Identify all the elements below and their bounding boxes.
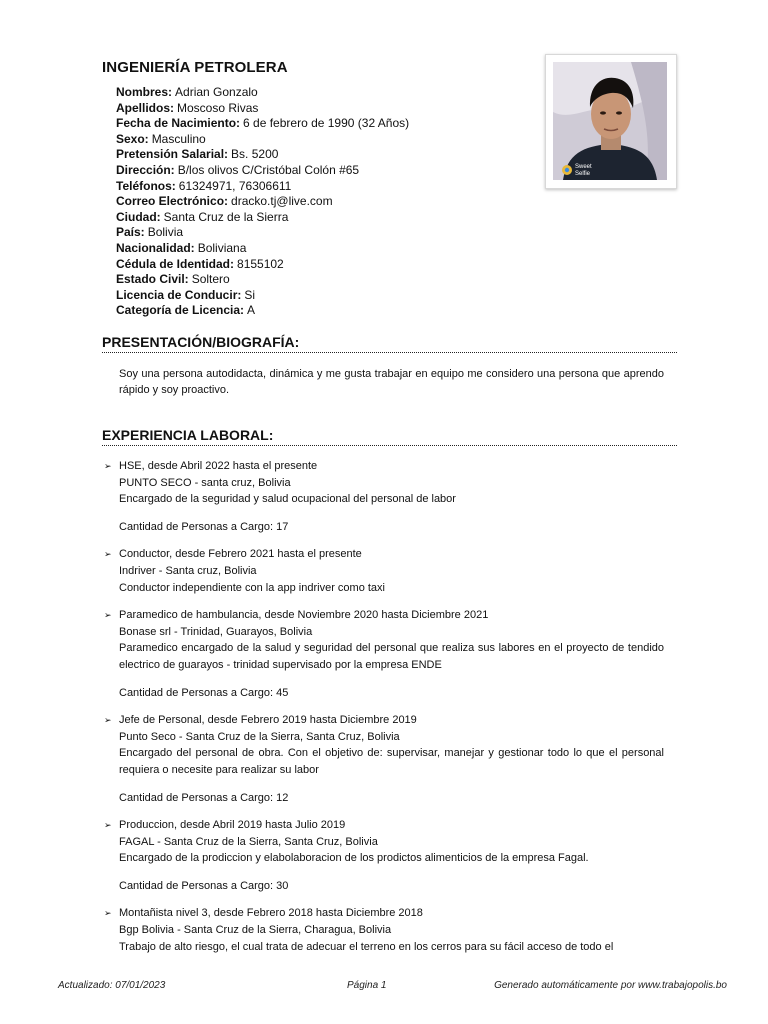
profile-photo — [553, 62, 667, 180]
experience-heading: EXPERIENCIA LABORAL: — [102, 427, 677, 446]
personal-info-row — [116, 147, 409, 163]
personal-info-label: Pretensión Salarial: — [116, 147, 229, 162]
job-company: Bonase srl - Trinidad, Guarayos, Bolivia — [119, 625, 313, 638]
personal-info — [116, 85, 409, 319]
footer-page: Página 1 — [347, 980, 387, 991]
personal-info-label: Categoría de Licencia: — [116, 303, 245, 318]
job-description: Encargado de la seguridad y salud ocupacional del personal de labor — [119, 493, 456, 506]
personal-info-value: Santa Cruz de la Sierra — [163, 209, 289, 224]
bullet-arrow-icon: ➢ — [104, 610, 112, 621]
personal-info-row — [116, 272, 409, 288]
job-company: Bgp Bolivia - Santa Cruz de la Sierra, Charagua, Bolivia — [119, 924, 392, 937]
footer-generated: Generado automáticamente por www.trabajopolis.bo — [494, 980, 727, 991]
job-title: Produccion, desde Abril 2019 hasta Julio 2019 — [119, 819, 346, 832]
profile-photo-frame — [545, 54, 677, 189]
job-title: Paramedico de hambulancia, desde Noviembre 2020 hasta Diciembre 2021 — [119, 609, 489, 622]
personal-info-label: Ciudad: — [116, 209, 161, 224]
bullet-arrow-icon: ➢ — [104, 820, 112, 831]
watermark-line-2: Selfie — [575, 171, 591, 177]
job-company: Indriver - Santa cruz, Bolivia — [119, 564, 257, 577]
job-title: Montañista nivel 3, desde Febrero 2018 hasta Diciembre 2018 — [119, 907, 423, 920]
personal-info-value: 8155102 — [237, 256, 284, 271]
experience-item — [104, 817, 664, 905]
experience-item — [104, 458, 664, 546]
personal-info-value: Bs. 5200 — [231, 147, 279, 162]
personal-info-value: Moscoso Rivas — [177, 100, 259, 115]
personal-info-label: Licencia de Conducir: — [116, 287, 242, 302]
job-description: Paramedico encargado de la salud y seguridad del personal que realiza sus labores en el proyecto de tendido electrico de guarayos - trinidad supervisado por la empresa ENDE — [119, 642, 664, 671]
job-people-count: Cantidad de Personas a Cargo: 12 — [119, 791, 289, 804]
personal-info-label: Fecha de Nacimiento: — [116, 116, 241, 131]
personal-info-value: Adrian Gonzalo — [175, 85, 258, 99]
personal-info-row — [116, 116, 409, 132]
personal-info-label: Nombres: — [116, 85, 173, 99]
job-company: Punto Seco - Santa Cruz de la Sierra, Santa Cruz, Bolivia — [119, 730, 400, 743]
personal-info-row — [116, 163, 409, 179]
personal-info-label: Dirección: — [116, 162, 175, 177]
personal-info-value: A — [247, 303, 256, 318]
experience-item — [104, 546, 664, 607]
personal-info-row — [116, 210, 409, 226]
job-description: Trabajo de alto riesgo, el cual trata de adecuar el terreno en los cerros para su fácil acceso de todo el — [119, 940, 614, 953]
job-title: HSE, desde Abril 2022 hasta el presente — [119, 460, 318, 472]
presentation-text: Soy una persona autodidacta, dinámica y me gusta trabajar en equipo me considero una persona que aprendo rápido y soy proactivo. — [119, 368, 664, 396]
personal-info-label: Nacionalidad: — [116, 240, 195, 255]
personal-info-value: dracko.tj@live.com — [231, 194, 333, 209]
personal-info-label: Correo Electrónico: — [116, 194, 229, 209]
footer-updated: Actualizado: 07/01/2023 — [58, 980, 166, 991]
personal-info-row — [116, 225, 409, 241]
page-title: INGENIERÍA PETROLERA — [102, 59, 288, 76]
personal-info-value: B/los olivos C/Cristóbal Colón #65 — [177, 162, 360, 177]
personal-info-label: Cédula de Identidad: — [116, 256, 235, 271]
personal-info-row — [116, 179, 409, 195]
personal-info-row — [116, 241, 409, 257]
job-people-count: Cantidad de Personas a Cargo: 45 — [119, 686, 289, 699]
personal-info-row — [116, 257, 409, 273]
personal-info-row — [116, 288, 409, 304]
bullet-arrow-icon: ➢ — [104, 549, 112, 560]
job-people-count: Cantidad de Personas a Cargo: 30 — [119, 879, 289, 892]
personal-info-label: Apellidos: — [116, 100, 175, 115]
job-title: Conductor, desde Febrero 2021 hasta el presente — [119, 548, 362, 561]
job-description: Conductor independiente con la app indriver como taxi — [119, 581, 385, 594]
personal-info-value: 61324971, 76306611 — [178, 178, 292, 193]
bullet-arrow-icon: ➢ — [104, 461, 112, 471]
experience-item — [104, 712, 664, 817]
job-description: Encargado del personal de obra. Con el objetivo de: supervisar, manejar y gestionar todo lo que el personal requiera o necesite para realizar su labor — [119, 747, 664, 776]
personal-info-label: Sexo: — [116, 131, 149, 146]
job-title: Jefe de Personal, desde Febrero 2019 hasta Diciembre 2019 — [119, 714, 417, 727]
job-people-count: Cantidad de Personas a Cargo: 17 — [119, 520, 289, 533]
personal-info-label: País: — [116, 225, 145, 240]
bullet-arrow-icon: ➢ — [104, 908, 112, 919]
personal-info-row — [116, 194, 409, 210]
experience-item — [104, 905, 664, 955]
job-company: PUNTO SECO - santa cruz, Bolivia — [119, 476, 291, 489]
bullet-arrow-icon: ➢ — [104, 715, 112, 726]
job-description: Encargado de la prodiccion y elabolaboracion de los prodictos alimenticios de la empresa Fagal. — [119, 852, 589, 865]
personal-info-row — [116, 303, 409, 319]
personal-info-value: Masculino — [151, 131, 206, 146]
profile-photo-image — [553, 62, 667, 180]
watermark-line-1: Sweet — [575, 164, 592, 170]
experience-list — [104, 458, 664, 955]
experience-item — [104, 607, 664, 712]
personal-info-value: Si — [244, 287, 256, 302]
personal-info-value: Boliviana — [197, 240, 247, 255]
personal-info-value: 6 de febrero de 1990 (32 Años) — [243, 116, 410, 131]
presentation-heading: PRESENTACIÓN/BIOGRAFÍA: — [102, 334, 677, 353]
personal-info-row — [116, 85, 409, 101]
personal-info-row — [116, 132, 409, 148]
personal-info-value: Soltero — [191, 272, 230, 287]
personal-info-label: Teléfonos: — [116, 178, 176, 193]
personal-info-row — [116, 101, 409, 117]
personal-info-label: Estado Civil: — [116, 272, 189, 287]
personal-info-value: Bolivia — [147, 225, 184, 240]
job-company: FAGAL - Santa Cruz de la Sierra, Santa Cruz, Bolivia — [119, 835, 378, 848]
